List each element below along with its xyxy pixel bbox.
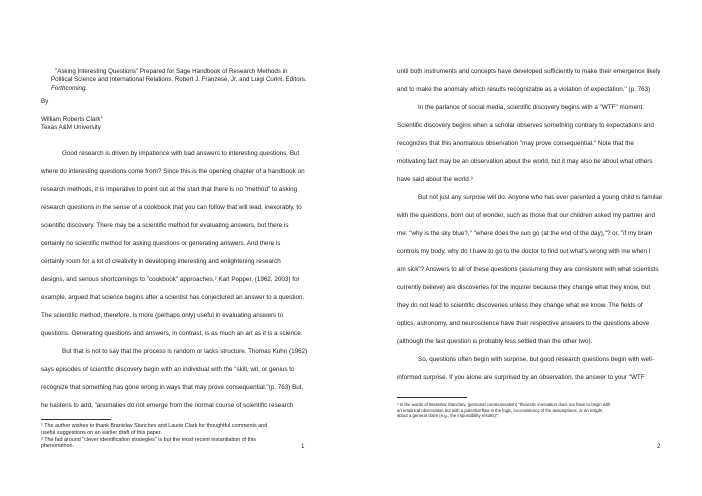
body-line: The scientific method, therefore, is more (perhaps only) useful in evaluating answers to xyxy=(41,312,284,319)
body-line: scientific discovery. There may be a scientific method for evaluating answers, but there is xyxy=(41,222,289,229)
body-line: he hastens to add, "anomalies do not emerge from the normal course of scientific research xyxy=(41,402,294,409)
body-line: and to make the anomaly which results recognizable as a violation of expectation." (p. 763) xyxy=(397,86,651,93)
footnotes xyxy=(41,423,337,450)
header-line: Political Science and International Relations. Robert J. Franzese, Jr. and Luigi Curini, Editors. xyxy=(51,76,307,84)
footnote-line: ³ In the words of Branislav Slanchev, (personal communication) "theoretic innovation does not have to begin with xyxy=(397,402,611,407)
body-line: where do interesting questions come from? Since this is the opening chapter of a handbook on xyxy=(41,168,305,175)
body-line: motivating fact may be an observation about the world, but it may also be about what others xyxy=(397,158,653,165)
body-line: with the questions, born out of wonder, such as those that our children asked my partner and xyxy=(397,212,655,219)
body-line: example, argued that science begins after a scientist has conjectured an answer to a question. xyxy=(41,294,305,301)
body-line: says episodes of scientific discovery begin with an individual with the "skill, wit, or genius to xyxy=(41,366,295,373)
footnote-line: phenomenon. xyxy=(41,443,74,450)
body-line: recognizes that this anomalous observation "may prove consequential." Note that the xyxy=(397,140,634,147)
page-number: 1 xyxy=(301,443,305,450)
body-line: have said about the world.³ xyxy=(397,176,473,183)
body-line: they do not lead to scientific discoveries unless they change what we know. The fields of xyxy=(397,302,643,309)
body-line: controls my body, why do I have to go to the doctor to find out what's wrong with me when I xyxy=(397,248,651,255)
author-name: William Roberts Clark xyxy=(41,116,101,123)
body-line: recognize that something has gone wrong in ways that may prove consequential."(p. 763) But, xyxy=(41,384,304,391)
footnote-rule xyxy=(397,397,467,398)
footnote-line: ² The fad around "clever identification strategies" is but the most recent instantiation of this xyxy=(41,436,256,443)
body-line: In the parlance of social media, scientific discovery begins with a "WTF" moment. xyxy=(418,104,645,111)
body-line: informed surprise. If you alone are surprised by an observation, the answer to your "WTF xyxy=(397,374,645,381)
body-line: But that is not to say that the process is random or lacks structure. Thomas Kuhn (1962) xyxy=(62,348,308,355)
body-line: until both instruments and concepts have developed sufficiently to make their emergence likely xyxy=(397,68,661,75)
byline-label: By xyxy=(41,98,49,105)
body-line: Good research is driven by impatience with bad answers to interesting questions. But xyxy=(62,150,300,157)
header-line: Forthcoming. xyxy=(51,84,88,92)
author-footnote-mark: 1 xyxy=(100,113,103,119)
body-line: me: "why is the sky blue?," "where does the sun go (at the end of the day),"? or, "if my brain xyxy=(397,230,653,237)
body-line: am sick"? Answers to all of these questions (assuming they are consistent with what scientists xyxy=(397,266,659,273)
header-line: "Asking Interesting Questions" Prepared for Sage Handbook of Research Methods in xyxy=(55,68,288,75)
body-line: optics, astronomy, and neuroscience have their respective answers to the questions above xyxy=(397,320,650,327)
author-block xyxy=(41,113,103,133)
chapter-header xyxy=(51,68,341,93)
body-line: Scientific discovery begins when a scholar observes something contrary to expectations and xyxy=(397,122,654,129)
footnote-line: useful suggestions on an earlier draft of this paper. xyxy=(41,429,162,436)
footnote-line: about a general claim (e.g., the impossibility results)". xyxy=(397,413,499,419)
document-page-2 xyxy=(351,0,702,496)
body-line: certainly no scientific method for asking questions or generating answers. And there is xyxy=(41,240,281,247)
footnote-rule xyxy=(41,419,111,420)
page-number: 2 xyxy=(657,443,661,450)
footnotes xyxy=(397,402,697,419)
body-line: designs, and serious shortcomings to "cookbook" approaches.² Karl Popper, (1962, 2003) for xyxy=(41,276,300,283)
footnote-line: ¹ The author wishes to thank Branislav Slanchev and Laurie Clark for thoughtful comments and xyxy=(41,423,268,429)
body-line: certainly room for a lot of creativity in developing interesting and enlightening research xyxy=(41,258,281,265)
footnote-line: an empirical observation but with a potential flaw in the logic, inconsistency of the assumptions, or an insight xyxy=(397,407,603,413)
body-line: (although the last question is probably less settled than the other two). xyxy=(397,338,593,345)
author-affiliation: Texas A&M University xyxy=(41,124,101,132)
body-line: questions. Generating questions and answers, in contrast, is as much an art as it is a science. xyxy=(41,330,303,337)
body-line: research questions in the sense of a cookbook that you can follow that will lead, inexorably, to xyxy=(41,204,302,211)
body-line: currently believe) are discoveries for the inquirer because they change what they know, but xyxy=(397,284,651,291)
body-line: But not just any surprise will do. Anyone who has ever parented a young child is familiar xyxy=(418,194,663,201)
body-line: So, questions often begin with surprise, but good research questions begin with well- xyxy=(418,356,654,363)
body-line: research methods, it is imperative to point out at the start that there is no "method" to asking xyxy=(41,186,298,193)
